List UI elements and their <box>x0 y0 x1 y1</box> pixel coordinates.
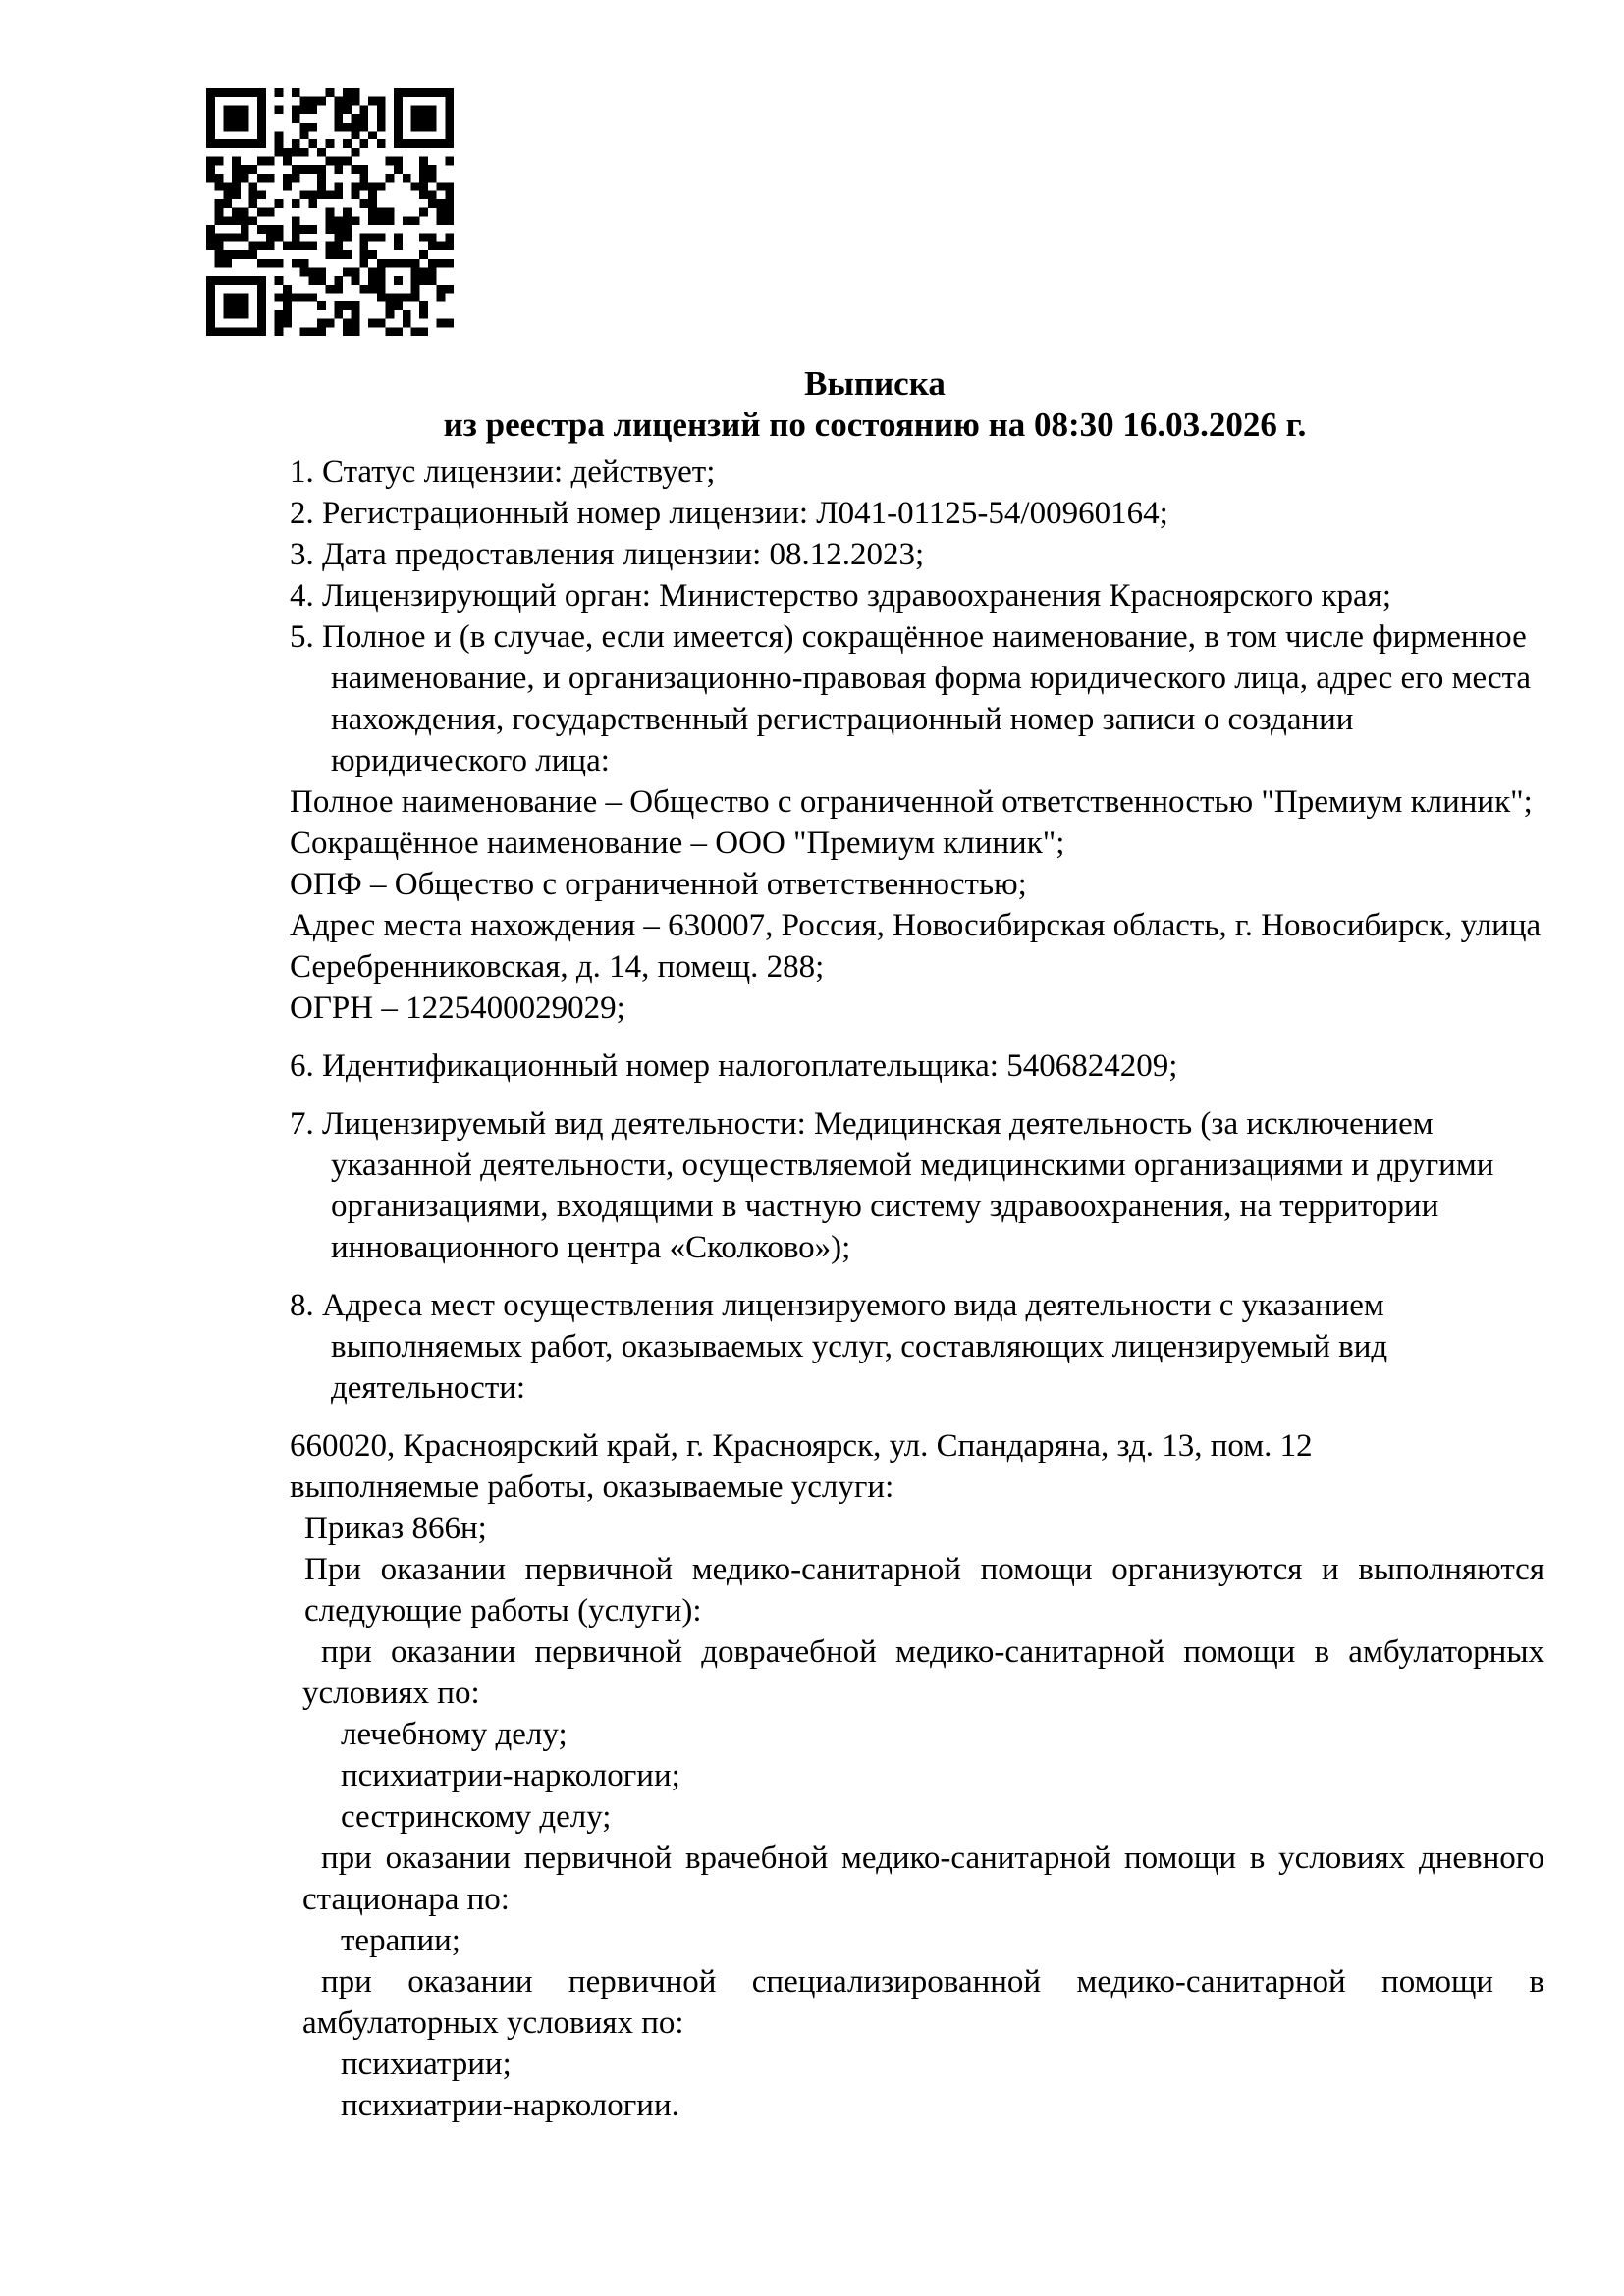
service-nursing: сестринскому делу; <box>341 1799 612 1835</box>
full-name: Полное наименование – Общество с ограниченной ответственностью "Премиум клиник"; <box>290 784 1533 820</box>
service-psychiatry: психиатрии; <box>341 2047 512 2082</box>
service-psychiatry-narcology-2: психиатрии-наркологии. <box>341 2088 679 2123</box>
activity-addresses-heading: 8. Адреса мест осуществления лицензируемого вида деятельности с указанием выполняемых работ, оказываемых услуг, составляющих лицензируемый вид деятельности: <box>290 1288 1388 1406</box>
services-heading: выполняемые работы, оказываемые услуги: <box>290 1469 894 1505</box>
qr-code-icon <box>206 88 454 336</box>
short-name: Сокращённое наименование – ООО "Премиум клиник"; <box>290 826 1065 861</box>
registration-number: 2. Регистрационный номер лицензии: Л041-01125-54/00960164; <box>290 496 1168 531</box>
activity-type: 7. Лицензируемый вид деятельности: Медицинская деятельность (за исключением указанной деятельности, осуществляемой медицинскими организациями и другими организациями, входящими в частную систему здравоохранения, на территории инновационного центра «Сколково»); <box>290 1106 1494 1265</box>
grant-date: 3. Дата предоставления лицензии: 08.12.2023; <box>290 537 925 572</box>
inn: 6. Идентификационный номер налогоплательщика: 5406824209; <box>290 1048 1178 1084</box>
pre-medical-care-intro: при оказании первичной доврачебной медико-санитарной помощи в амбулаторных условиях по: <box>302 1634 1544 1711</box>
service-therapy: терапии; <box>341 1923 460 1958</box>
primary-care-intro: При оказании первичной медико-санитарной помощи организуются и выполняются следующие работы (услуги): <box>304 1552 1544 1629</box>
title-line-2: из реестра лицензий по состоянию на 08:30 16.03.2026 г. <box>443 405 1307 444</box>
work-address: 660020, Красноярский край, г. Красноярск, ул. Спандаряна, зд. 13, пом. 12 <box>290 1428 1313 1464</box>
address: Адрес места нахождения – 630007, Россия, Новосибирская область, г. Новосибирск, улица Серебренниковская, д. 14, помещ. 288; <box>290 908 1542 985</box>
service-psychiatry-narcology-1: психиатрии-наркологии; <box>341 1758 680 1793</box>
licensing-authority: 4. Лицензирующий орган: Министерство здравоохранения Красноярского края; <box>290 578 1391 614</box>
specialized-care-intro: при оказании первичной специализированной медико-санитарной помощи в амбулаторных условиях по: <box>302 1964 1544 2041</box>
org-info-heading: 5. Полное и (в случае, если имеется) сокращённое наименование, в том числе фирменное наименование, и организационно-правовая форма юридического лица, адрес его места нахождения, государственный регистрационный номер записи о создании юридического лица: <box>290 619 1532 778</box>
medical-care-day-hospital-intro: при оказании первичной врачебной медико-санитарной помощи в условиях дневного стационара по: <box>302 1841 1544 1917</box>
order-reference: Приказ 866н; <box>304 1511 487 1546</box>
ogrn: ОГРН – 1225400029029; <box>290 990 625 1026</box>
license-status: 1. Статус лицензии: действует; <box>290 454 716 490</box>
legal-form: ОПФ – Общество с ограниченной ответственностью; <box>290 867 1027 902</box>
document-title <box>290 363 1544 446</box>
service-general-practice: лечебному делу; <box>341 1717 568 1752</box>
document-content <box>290 363 1544 2126</box>
title-line-1: Выписка <box>804 364 946 402</box>
